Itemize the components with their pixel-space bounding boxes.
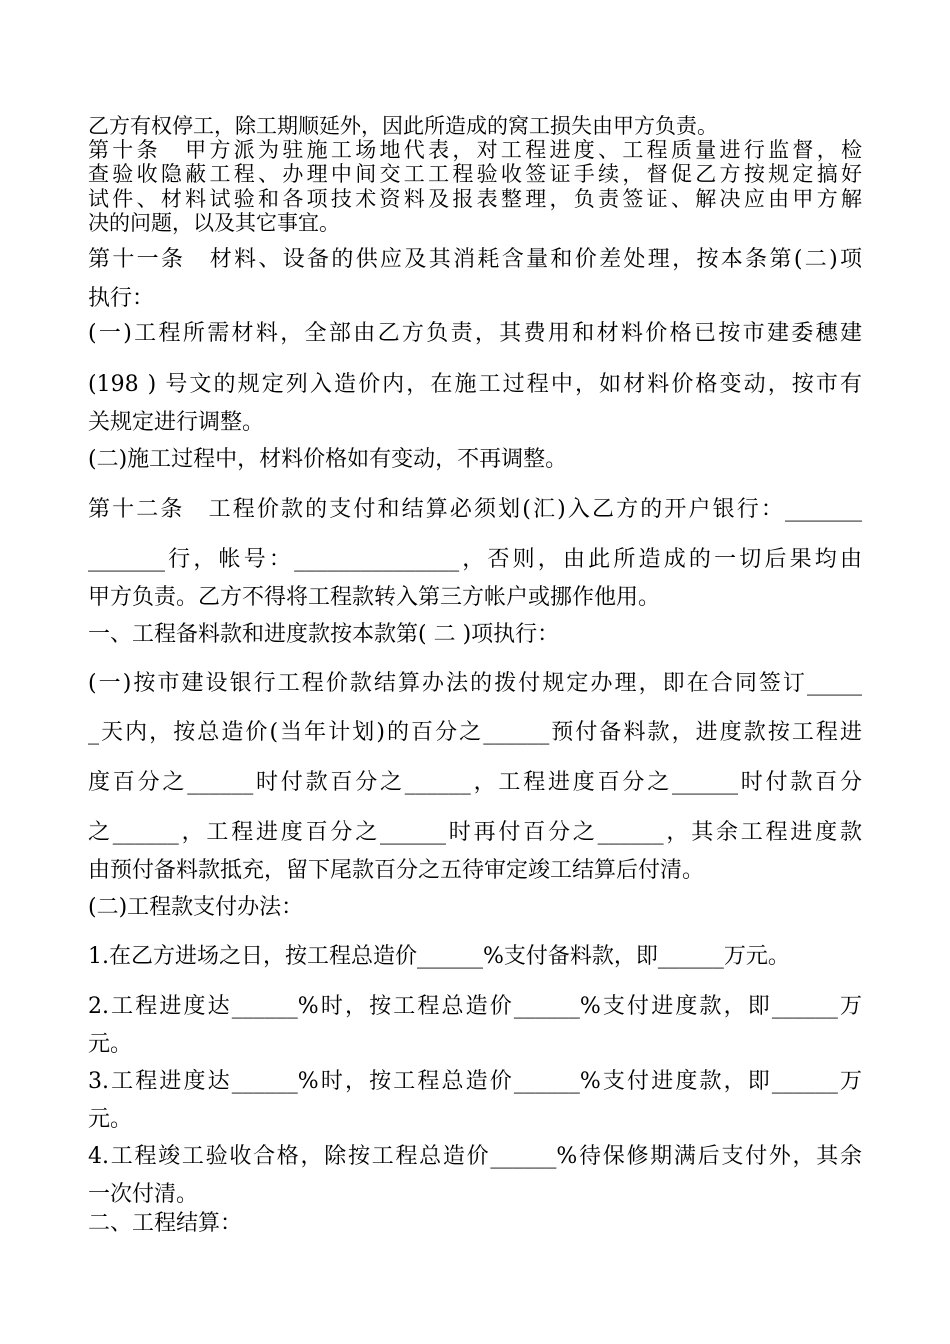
text-line: 关规定进行调整。 bbox=[88, 410, 265, 435]
text-line: 一、工程备料款和进度款按本款第( 二 )项执行： bbox=[88, 622, 560, 647]
text-line: 乙方有权停工，除工期顺延外，因此所造成的窝工损失由甲方负责。 bbox=[88, 114, 718, 138]
text-line: 元。 bbox=[88, 1032, 133, 1057]
text-line: (198 ) 号文的规定列入造价内，在施工过程中，如材料价格变动，按市有 bbox=[88, 372, 862, 397]
text-line: 4.工程竣工验收合格，除按工程总造价______%待保修期满后支付外，其余 bbox=[88, 1144, 862, 1169]
text-line: 执行： bbox=[88, 286, 155, 311]
text-line: 3.工程进度达______%时，按工程总造价______%支付进度款，即______万 bbox=[88, 1069, 862, 1094]
text-line: 第十二条 工程价款的支付和结算必须划(汇)入乙方的开户银行：_______ bbox=[88, 497, 862, 522]
text-line: 决的问题，以及其它事宜。 bbox=[88, 211, 340, 235]
text-line: 1.在乙方进场之日，按工程总造价______%支付备料款，即______万元。 bbox=[88, 944, 790, 969]
text-line: (一)按市建设银行工程价款结算办法的拨付规定办理，即在合同签订_____ bbox=[88, 671, 862, 696]
text-line: 甲方负责。乙方不得将工程款转入第三方帐户或挪作他用。 bbox=[88, 585, 661, 610]
text-line: 元。 bbox=[88, 1107, 133, 1132]
text-line: 试件、材料试验和各项技术资料及报表整理，负责签证、解决应由甲方解 bbox=[88, 187, 862, 211]
text-line: 二、工程结算： bbox=[88, 1211, 243, 1236]
text-line: 第十一条 材料、设备的供应及其消耗含量和价差处理，按本条第(二)项 bbox=[88, 247, 862, 272]
text-line: (二)工程款支付办法： bbox=[88, 895, 304, 920]
text-line: 查验收隐蔽工程、办理中间交工工程验收签证手续，督促乙方按规定搞好 bbox=[88, 162, 862, 186]
text-line: (一)工程所需材料，全部由乙方负责，其费用和材料价格已按市建委穗建 bbox=[88, 321, 862, 346]
text-line: _天内，按总造价(当年计划)的百分之______预付备料款，进度款按工程进 bbox=[88, 720, 862, 745]
text-line: _______行，帐号：_______________，否则，由此所造成的一切后果均由 bbox=[88, 547, 862, 572]
text-line: 之______，工程进度百分之______时再付百分之______，其余工程进度款 bbox=[88, 820, 862, 845]
text-line: 第十条 甲方派为驻施工场地代表，对工程进度、工程质量进行监督，检 bbox=[88, 138, 862, 162]
text-line: 一次付清。 bbox=[88, 1182, 199, 1207]
text-line: 2.工程进度达______%时，按工程总造价______%支付进度款，即______万 bbox=[88, 994, 862, 1019]
text-line: 由预付备料款抵充，留下尾款百分之五待审定竣工结算后付清。 bbox=[88, 858, 705, 883]
text-line: 度百分之______时付款百分之______，工程进度百分之______时付款百分 bbox=[88, 770, 862, 795]
text-line: (二)施工过程中，材料价格如有变动，不再调整。 bbox=[88, 447, 568, 472]
